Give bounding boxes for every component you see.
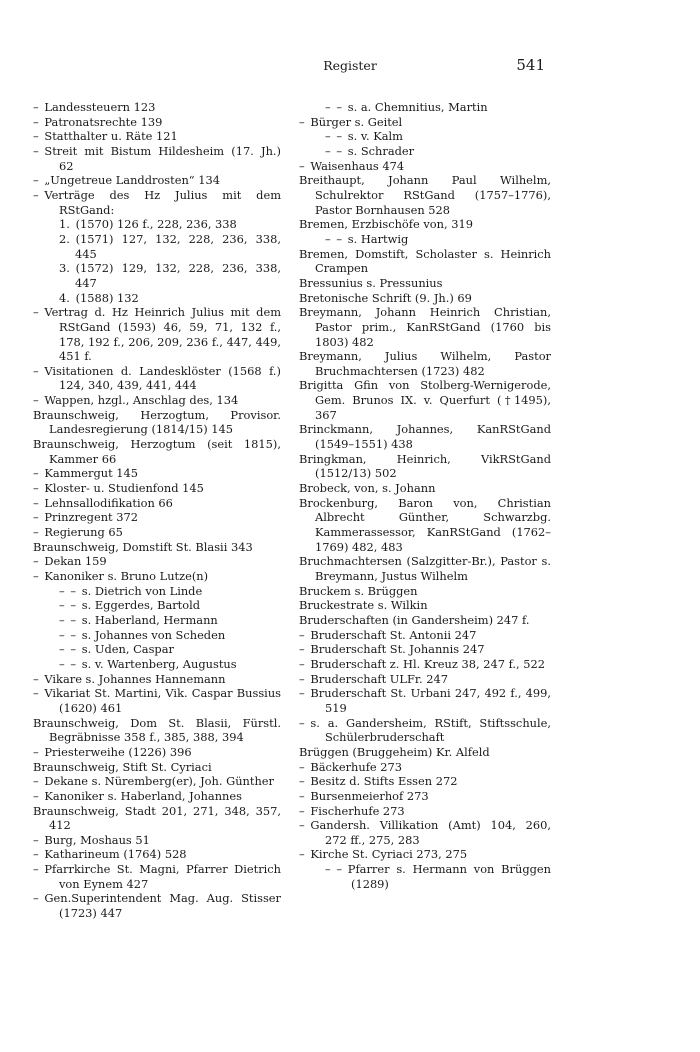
index-entry: – Vikare s. Johannes Hannemann xyxy=(33,671,226,686)
index-entry: – Dekan 159 xyxy=(33,554,107,569)
index-entry: Braunschweig, Stadt 201, 271, 348, 357, 412 xyxy=(33,803,281,833)
index-entry: Bressunius s. Pressunius xyxy=(299,275,443,290)
index-entry: – Gen.Superintendent Mag. Aug. Stisser (1723) 447 xyxy=(33,891,281,921)
index-entry: Breymann, Julius Wilhelm, Pastor Bruchmachtersen (1723) 482 xyxy=(299,349,551,378)
index-entry: Bruchmachtersen (Salzgitter-Br.), Pastor s. Breymann, Justus Wilhelm xyxy=(299,554,551,583)
index-entry: Bremen, Domstift, Scholaster s. Heinrich Crampen xyxy=(299,246,551,276)
index-entry: – Kloster- u. Studienfond 145 xyxy=(33,481,204,496)
index-entry: – Fischerhufe 273 xyxy=(299,803,405,818)
index-entry: Braunschweig, Domstift St. Blasii 343 xyxy=(33,539,253,554)
index-entry: – Bursenmeierhof 273 xyxy=(299,788,429,803)
index-entry: – Lehnsallodifikation 66 xyxy=(33,495,173,510)
index-entry: Bruckestrate s. Wilkin xyxy=(299,598,428,613)
page-number: 541 xyxy=(516,56,545,74)
index-entry: 3. (1572) 129, 132, 228, 236, 338, 447 xyxy=(59,261,281,290)
index-entry: Bruderschaften (in Gandersheim) 247 f. xyxy=(299,612,530,627)
index-entry: – – Pfarrer s. Hermann von Brüggen (1289) xyxy=(325,862,551,891)
index-entry: Braunschweig, Herzogtum, Provisor. Landesregierung (1814/15) 145 xyxy=(33,407,281,437)
index-entry: – Patronatsrechte 139 xyxy=(33,114,163,129)
index-entry: – Bruderschaft z. Hl. Kreuz 38, 247 f., 522 xyxy=(299,656,546,671)
index-entry: Bringkman, Heinrich, VikRStGand (1512/13) 502 xyxy=(299,451,551,481)
index-entry: – – s. Haberland, Hermann xyxy=(59,612,218,627)
index-entry: – – s. v. Kalm xyxy=(325,129,403,144)
index-entry: Breymann, Johann Heinrich Christian, Pastor prim., KanRStGand (1760 bis 1803) 482 xyxy=(299,305,551,349)
index-entry: 1. (1570) 126 f., 228, 236, 338 xyxy=(59,217,237,232)
index-entry: Brüggen (Bruggeheim) Kr. Alfeld xyxy=(299,744,490,759)
index-entry: Braunschweig, Dom St. Blasii, Fürstl. Begräbnisse 358 f., 385, 388, 394 xyxy=(33,715,281,745)
index-entry: – Landessteuern 123 xyxy=(33,100,156,114)
index-entry: 4. (1588) 132 xyxy=(59,290,139,305)
index-entry: – Vertrag d. Hz Heinrich Julius mit dem RStGand (1593) 46, 59, 71, 132 f., 178, 192 f., 206, 209, 236 f., 447, 449, 451 f. xyxy=(33,305,281,364)
index-entry: – Kirche St. Cyriaci 273, 275 xyxy=(299,847,468,862)
index-entry: Bruckem s. Brüggen xyxy=(299,583,418,598)
index-entry: – – s. v. Wartenberg, Augustus xyxy=(59,656,237,671)
index-entry: – Prinzregent 372 xyxy=(33,510,138,525)
index-entry: – Bäckerhufe 273 xyxy=(299,759,403,774)
index-entry: 2. (1571) 127, 132, 228, 236, 338, 445 xyxy=(59,231,281,261)
index-entry: – Burg, Moshaus 51 xyxy=(33,832,150,847)
index-entry: Braunschweig, Herzogtum (seit 1815), Kammer 66 xyxy=(33,437,281,466)
index-entry: – – s. Uden, Caspar xyxy=(59,642,174,657)
index-entry: – Bruderschaft St. Johannis 247 xyxy=(299,642,485,657)
index-entry: – Gandersh. Villikation (Amt) 104, 260, 272 ff., 275, 283 xyxy=(299,818,551,847)
index-column-right xyxy=(299,100,551,891)
index-entry: Brigitta Gfin von Stolberg-Wernigerode, Gem. Brunos IX. v. Querfurt (†1495), 367 xyxy=(299,378,551,422)
index-entry: – Besitz d. Stifts Essen 272 xyxy=(299,774,458,789)
index-entry: – Katharineum (1764) 528 xyxy=(33,847,187,862)
index-entry: – „Ungetreue Landdrosten“ 134 xyxy=(33,173,220,188)
index-entry: – Bürger s. Geitel xyxy=(299,114,403,129)
index-entry: Brinckmann, Johannes, KanRStGand (1549–1551) 438 xyxy=(299,422,551,452)
index-entry: Breithaupt, Johann Paul Wilhelm, Schulrektor RStGand (1757–1776), Pastor Bornhausen 528 xyxy=(299,173,551,217)
index-entry: – Pfarrkirche St. Magni, Pfarrer Dietrich von Eynem 427 xyxy=(33,862,281,891)
index-entry: – Dekane s. Nüremberg(er), Joh. Günther xyxy=(33,774,274,789)
index-entry: – Kammergut 145 xyxy=(33,466,139,481)
index-entry: Braunschweig, Stift St. Cyriaci xyxy=(33,759,212,774)
index-entry: Brockenburg, Baron von, Christian Albrecht Günther, Schwarzbg. Kammerassessor, KanRStGand (1762–1769) 482, 483 xyxy=(299,495,551,554)
index-entry: – s. a. Gandersheim, RStift, Stiftsschule, Schülerbruderschaft xyxy=(299,715,551,745)
index-entry: – Bruderschaft St. Urbani 247, 492 f., 499, 519 xyxy=(299,686,551,715)
page-title: Register xyxy=(323,58,377,73)
index-entry: – Waisenhaus 474 xyxy=(299,158,405,173)
index-entry: – Bruderschaft St. Antonii 247 xyxy=(299,627,477,642)
index-entry: – – s. Eggerdes, Bartold xyxy=(59,598,201,613)
index-entry: – – s. a. Chemnitius, Martin xyxy=(325,100,488,114)
index-entry: – – s. Hartwig xyxy=(325,231,409,246)
index-entry: – Statthalter u. Räte 121 xyxy=(33,129,178,144)
index-entry: – Visitationen d. Landesklöster (1568 f.) 124, 340, 439, 441, 444 xyxy=(33,363,281,393)
index-entry: – Streit mit Bistum Hildesheim (17. Jh.) 62 xyxy=(33,143,281,173)
index-entry: Brobeck, von, s. Johann xyxy=(299,481,436,496)
index-column-left xyxy=(33,100,281,921)
index-entry: – – s. Schrader xyxy=(325,143,415,158)
index-entry: – – s. Dietrich von Linde xyxy=(59,583,203,598)
index-entry: Bremen, Erzbischöfe von, 319 xyxy=(299,217,473,232)
index-entry: – – s. Johannes von Scheden xyxy=(59,627,226,642)
index-entry: – Bruderschaft ULFr. 247 xyxy=(299,671,449,686)
index-entry: – Vikariat St. Martini, Vik. Caspar Bussius (1620) 461 xyxy=(33,686,281,715)
index-entry: – Kanoniker s. Bruno Lutze(n) xyxy=(33,569,209,583)
index-entry: – Priesterweihe (1226) 396 xyxy=(33,744,192,759)
index-entry: – Regierung 65 xyxy=(33,525,123,540)
index-entry: – Verträge des Hz Julius mit dem RStGand: xyxy=(33,187,281,217)
index-entry: – Kanoniker s. Haberland, Johannes xyxy=(33,788,242,803)
index-entry: – Wappen, hzgl., Anschlag des, 134 xyxy=(33,393,239,408)
index-entry: Bretonische Schrift (9. Jh.) 69 xyxy=(299,290,472,305)
